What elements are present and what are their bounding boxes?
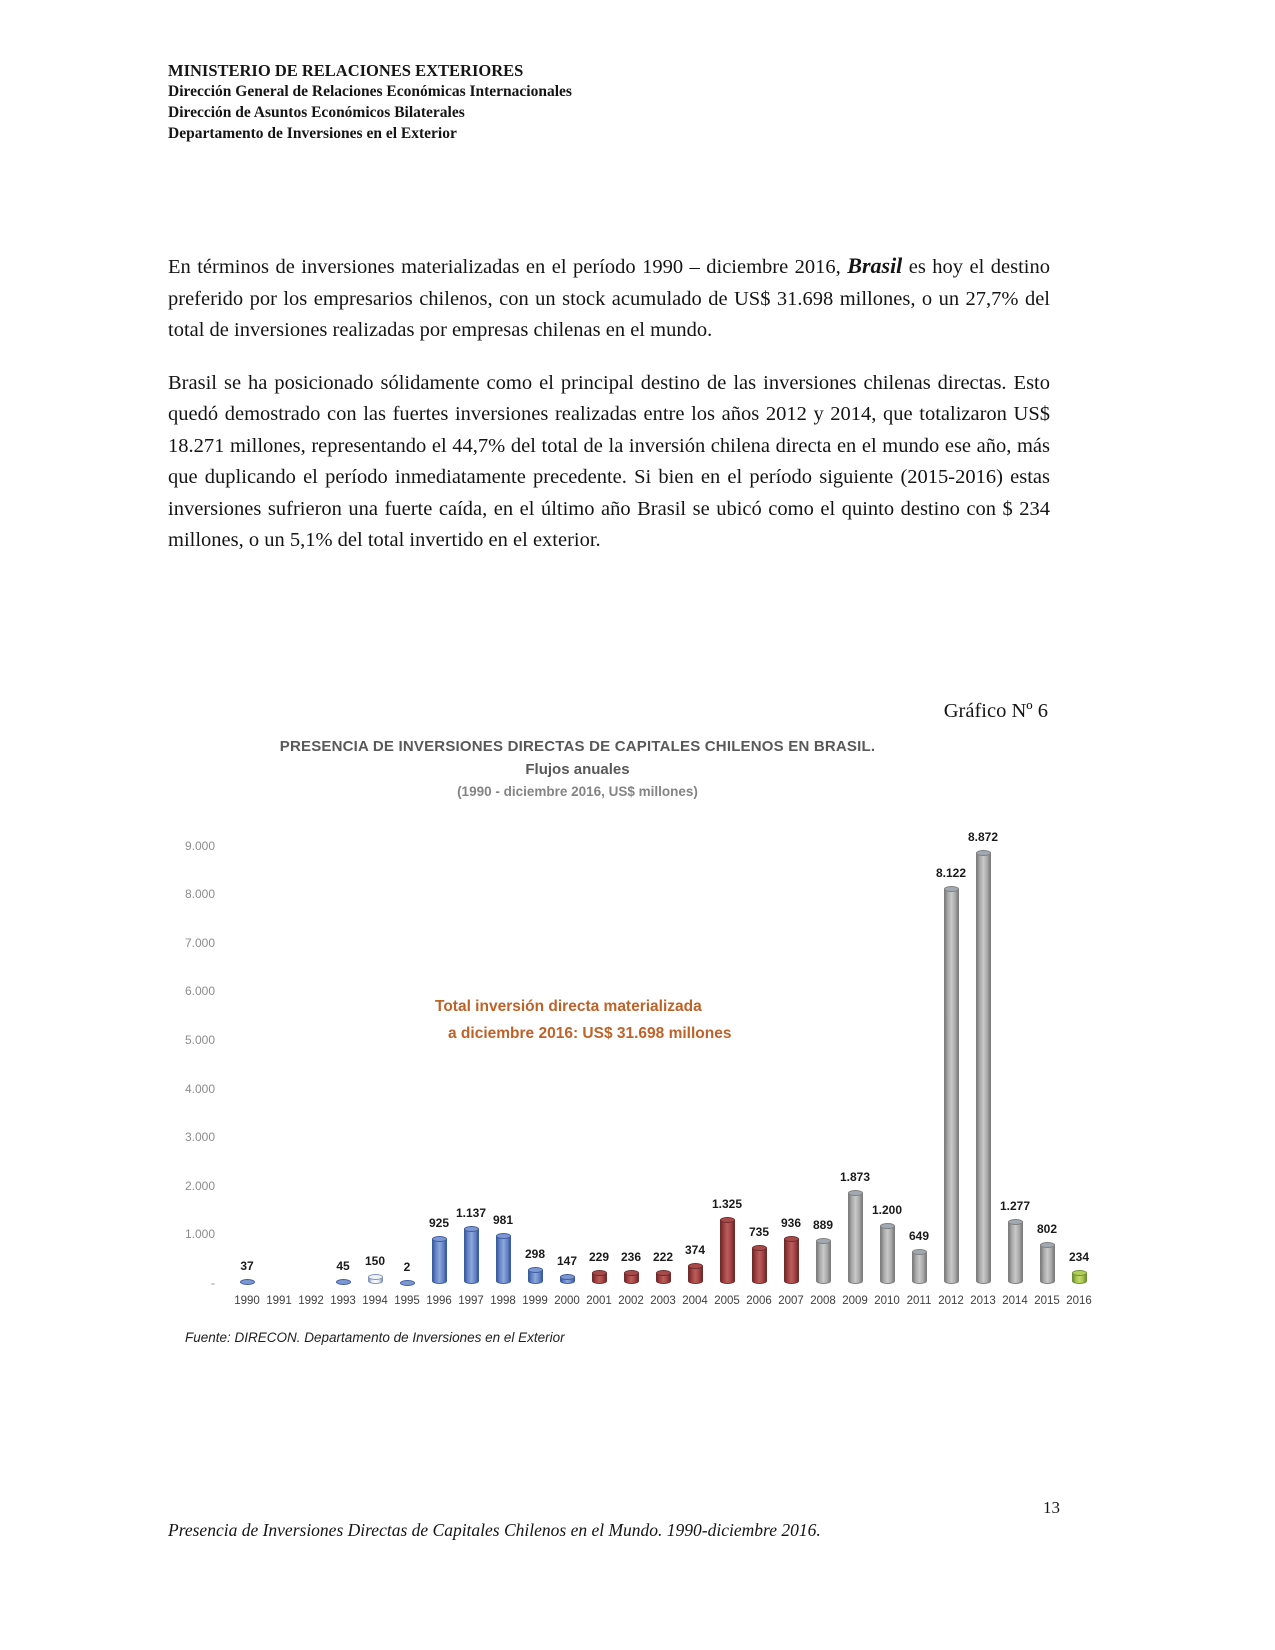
x-axis-year-label: 2016 [1066,1295,1092,1307]
x-axis-year-label: 2008 [810,1295,836,1307]
bar-top-cap-2008 [816,1238,831,1244]
bar-top-cap-2001 [592,1270,607,1276]
bar-2000 [560,1277,575,1284]
paragraph-1-rest: es hoy el destino preferido por los empresarios chilenos, con un stock acumulado de US$ 31.698 millones, o un 27,7% del total de inversiones realizadas por empresas chilenas en el mundo. [168,256,1050,341]
bar-2005 [720,1220,735,1284]
bar-2007 [784,1239,799,1284]
bar-value-label-2014: 1.277 [999,1198,1031,1213]
footer-caption: Presencia de Inversiones Directas de Capitales Chilenos en el Mundo. 1990-diciembre 2016. [168,1520,821,1540]
x-axis-year-label: 1994 [362,1295,388,1307]
bar-value-label-1995: 2 [403,1260,411,1274]
bar-top-cap-1993 [336,1279,351,1285]
bar-value-label-1993: 45 [336,1258,350,1273]
bar-2008 [816,1241,831,1284]
bar-value-label-2007: 936 [780,1215,802,1230]
bar-value-label-2009: 1.873 [839,1169,871,1184]
x-axis-year-label: 1999 [522,1295,548,1307]
chart-annotation-line2: a diciembre 2016: US$ 31.698 millones [448,1025,732,1042]
chart-annotation-line1: Total inversión directa materializada [435,998,702,1015]
chart-subtitle: Flujos anuales [525,761,630,778]
bar-top-cap-2011 [912,1249,927,1255]
y-axis-tick-label: 8.000 [184,887,215,902]
bar-value-label-2002: 236 [620,1249,642,1264]
bar-top-cap-2013 [976,850,991,856]
bar-value-label-1999: 298 [524,1246,546,1261]
bar-value-label-1998: 981 [492,1213,514,1228]
bar-value-label-2000: 147 [556,1253,578,1268]
bar-top-cap-2015 [1040,1242,1055,1248]
bar-top-cap-2016 [1072,1270,1087,1276]
x-axis-year-label: 2013 [970,1295,996,1307]
x-axis-year-label: 2004 [682,1295,708,1307]
y-axis-tick-label: 9.000 [184,838,215,853]
bar-2004 [688,1266,703,1284]
x-axis-year-label: 1991 [266,1295,292,1307]
header-direction-bilateral: Dirección de Asuntos Económicos Bilaterales [168,104,465,121]
bar-top-cap-1995 [400,1280,415,1286]
bar-2013 [976,853,991,1284]
bar-value-label-2012: 8.122 [935,866,967,881]
bar-1990 [240,1282,255,1284]
x-axis-year-label: 2002 [618,1295,644,1307]
bar-value-label-2010: 1.200 [871,1202,903,1217]
paragraph-1-lead: En términos de inversiones materializadas en el período 1990 – diciembre 2016, [168,256,848,278]
bar-2006 [752,1248,767,1284]
bar-top-cap-2002 [624,1270,639,1276]
bar-top-cap-2010 [880,1223,895,1229]
x-axis-year-label: 2011 [906,1295,932,1307]
document-header [168,60,868,144]
bar-top-cap-1998 [496,1233,511,1239]
y-axis-tick-label: 6.000 [184,984,215,999]
x-axis-year-label: 2005 [714,1295,740,1307]
y-axis-tick-label: 7.000 [184,935,215,950]
bar-2011 [912,1252,927,1284]
bar-value-label-1990: 37 [240,1259,254,1274]
x-axis-year-label: 1990 [234,1295,260,1307]
bar-value-label-2013: 8.872 [967,829,999,844]
bar-1996 [432,1239,447,1284]
bar-top-cap-2006 [752,1245,767,1251]
x-axis-year-label: 2009 [842,1295,868,1307]
bar-2016 [1072,1273,1087,1284]
bar-2001 [592,1273,607,1284]
x-axis-year-label: 2012 [938,1295,964,1307]
x-axis-year-label: 1998 [490,1295,516,1307]
bar-2012 [944,889,959,1284]
bar-1997 [464,1229,479,1284]
x-axis-year-label: 2003 [650,1295,676,1307]
bar-top-cap-1997 [464,1226,479,1232]
bar-top-cap-2003 [656,1270,671,1276]
chart-source-note: Fuente: DIRECON. Departamento de Inversiones en el Exterior [185,1330,565,1345]
x-axis-year-label: 2000 [554,1295,580,1307]
y-axis-tick-label: 4.000 [184,1081,215,1096]
bar-1995 [400,1283,415,1284]
x-axis-year-label: 2010 [874,1295,900,1307]
bar-1998 [496,1236,511,1284]
x-axis-year-label: 1996 [426,1295,452,1307]
x-axis-year-label: 2006 [746,1295,772,1307]
paragraph-1-brasil-emphasis: Brasil [847,253,903,278]
figure-number-label: Gráfico Nº 6 [943,700,1048,722]
bar-1999 [528,1270,543,1284]
bar-2014 [1008,1222,1023,1284]
bar-value-label-1994: 150 [364,1253,386,1268]
bar-top-cap-2005 [720,1217,735,1223]
bar-value-label-2001: 229 [588,1249,610,1264]
x-axis-year-label: 2015 [1034,1295,1060,1307]
paragraph-1 [168,250,1050,347]
y-axis-tick-label: 3.000 [184,1130,215,1145]
chart-heading [180,735,975,803]
x-axis-year-label: 2001 [586,1295,612,1307]
bar-top-cap-1994 [368,1274,383,1280]
chart-annotation [435,993,735,1047]
bar-2009 [848,1193,863,1284]
x-axis-year-label: 2014 [1002,1295,1028,1307]
chart-period-label: (1990 - diciembre 2016, US$ millones) [457,784,698,799]
bar-value-label-1996: 925 [428,1216,450,1231]
page-number: 13 [1043,1498,1060,1517]
bar-value-label-2008: 889 [812,1217,834,1232]
header-department: Departamento de Inversiones en el Exterior [168,125,457,142]
bar-value-label-2004: 374 [684,1242,706,1257]
bar-2010 [880,1226,895,1284]
y-axis-tick-label: - [211,1276,215,1290]
x-axis-year-label: 1997 [458,1295,484,1307]
bar-2002 [624,1273,639,1284]
bar-1994 [368,1277,383,1284]
bar-value-label-2016: 234 [1068,1249,1090,1264]
bar-top-cap-2014 [1008,1219,1023,1225]
bar-top-cap-2012 [944,886,959,892]
x-axis-year-label: 1993 [330,1295,356,1307]
bar-value-label-2011: 649 [908,1229,930,1244]
x-axis-year-label: 1992 [298,1295,324,1307]
bar-top-cap-2009 [848,1190,863,1196]
x-axis-year-label: 1995 [394,1295,420,1307]
bar-top-cap-1996 [432,1236,447,1242]
body-text [168,250,1050,578]
chart-title: PRESENCIA DE INVERSIONES DIRECTAS DE CAPITALES CHILENOS EN BRASIL. [279,738,876,755]
y-axis-tick-label: 2.000 [184,1178,215,1193]
bar-top-cap-1990 [240,1279,255,1285]
bar-value-label-2005: 1.325 [711,1196,743,1211]
bar-2003 [656,1273,671,1284]
header-direction-general: Dirección General de Relaciones Económicas Internacionales [168,83,572,100]
bar-2015 [1040,1245,1055,1284]
bar-top-cap-2000 [560,1274,575,1280]
bar-value-label-2006: 735 [748,1225,770,1240]
y-axis-tick-label: 5.000 [184,1033,215,1047]
bar-top-cap-2004 [688,1263,703,1269]
bar-value-label-2015: 802 [1036,1222,1058,1237]
bar-top-cap-1999 [528,1267,543,1273]
y-axis-tick-label: 1.000 [184,1227,215,1242]
bar-top-cap-2007 [784,1236,799,1242]
bar-1993 [336,1282,351,1284]
bar-value-label-1997: 1.137 [455,1205,487,1220]
header-ministry: MINISTERIO DE RELACIONES EXTERIORES [168,61,524,80]
x-axis-year-label: 2007 [778,1295,804,1307]
paragraph-2: Brasil se ha posicionado sólidamente como el principal destino de las inversiones chilenas directas. Esto quedó demostrado con las fuertes inversiones realizadas entre los años 2012 y 2014, que totalizaron US$ 18.271 millones, representando el 44,7% del total de la inversión chilena directa en el mundo ese año, más que duplicando el período inmediatamente precedente. Si bien en el período siguiente (2015-2016) estas inversiones sufrieron una fuerte caída, en el último año Brasil se ubicó como el quinto destino con $ 234 millones, o un 5,1% del total invertido en el exterior. [168,371,1050,551]
bar-value-label-2003: 222 [652,1250,674,1265]
